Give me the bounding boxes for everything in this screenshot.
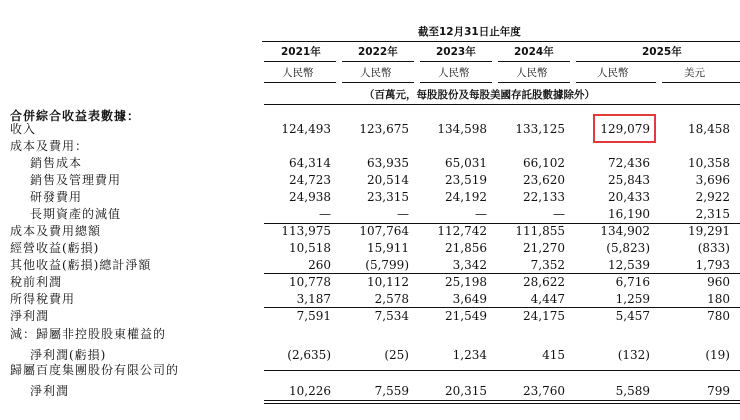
table-cell: 3,696 (695, 173, 730, 187)
currency-2021: 人民幣 (282, 67, 314, 79)
table-cell: 134,902 (600, 224, 650, 238)
table-cell: 960 (707, 275, 730, 289)
table-cell: 25,198 (445, 275, 487, 289)
row-label: 成本及費用： (10, 139, 89, 153)
row-label: 經營收益(虧損) (10, 241, 100, 255)
table-cell: 10,778 (289, 275, 331, 289)
currency-2022: 人民幣 (360, 67, 392, 79)
table-cell: 21,549 (445, 309, 487, 323)
table-cell: 24,938 (289, 190, 331, 204)
currency-2024: 人民幣 (516, 67, 548, 79)
row-label: 銷售及管理費用 (30, 173, 122, 187)
row-label: 研發費用 (30, 190, 83, 204)
row-label: 長期資產的減值 (30, 207, 122, 221)
table-cell: 2,315 (695, 207, 730, 221)
year-rule-2024 (498, 61, 570, 62)
table-cell: 260 (308, 258, 331, 272)
table-cell: 1,259 (615, 292, 650, 306)
table-cell: 23,620 (523, 173, 565, 187)
row-label: 淨利潤 (30, 384, 70, 398)
year-rule-2025 (576, 61, 740, 62)
cur-rule-2025-rmb (576, 82, 656, 83)
table-cell: — (553, 207, 565, 221)
table-cell: 15,911 (367, 241, 409, 255)
currency-2025-usd: 美元 (684, 67, 705, 79)
row-label: 成本及費用總額 (10, 224, 102, 238)
row-label: 其他收益(虧損)總計淨額 (10, 258, 152, 272)
table-cell: 10,358 (688, 156, 730, 170)
table-cell: 112,742 (437, 224, 487, 238)
row-label: 稅前利潤 (10, 275, 63, 289)
table-cell: 24,723 (289, 173, 331, 187)
table-cell: 66,102 (523, 156, 565, 170)
cur-rule-2021 (264, 82, 336, 83)
table-cell: 129,079 (600, 122, 650, 136)
table-cell: 23,760 (523, 384, 565, 398)
row-label: 淨利潤(虧損) (30, 348, 107, 362)
table-cell: 65,031 (445, 156, 487, 170)
table-cell: — (319, 207, 331, 221)
table-cell: 23,519 (445, 173, 487, 187)
table-cell: 133,125 (515, 122, 565, 136)
table-cell: 780 (707, 309, 730, 323)
table-cell: 415 (542, 348, 565, 362)
year-2023: 2023年 (436, 46, 476, 58)
table-cell: 799 (707, 384, 730, 398)
table-cell: 2,578 (374, 292, 409, 306)
table-cell: 21,270 (523, 241, 565, 255)
cur-rule-2022 (342, 82, 414, 83)
table-cell: (5,799) (365, 258, 409, 272)
year-2024: 2024年 (514, 46, 554, 58)
table-cell: 113,975 (281, 224, 331, 238)
table-cell: 23,315 (367, 190, 409, 204)
table-cell: 72,436 (608, 156, 650, 170)
table-cell: (25) (384, 348, 409, 362)
table-cell: 10,112 (367, 275, 409, 289)
rule-after-nci (264, 370, 740, 371)
table-cell: 10,518 (289, 241, 331, 255)
table-cell: 111,855 (515, 224, 565, 238)
header-rule (262, 41, 740, 42)
row-label: 歸屬百度集團股份有限公司的 (10, 363, 180, 377)
table-cell: 22,133 (523, 190, 565, 204)
table-cell: 24,192 (445, 190, 487, 204)
row-label: 銷售成本 (30, 156, 83, 170)
table-cell: 1,793 (695, 258, 730, 272)
double-rule-top (264, 400, 740, 401)
table-cell: 18,458 (688, 122, 730, 136)
rule-after-tax (264, 307, 740, 308)
year-rule-2023 (420, 61, 492, 62)
table-cell: (5,823) (606, 241, 650, 255)
table-cell: 20,315 (445, 384, 487, 398)
table-cell: 25,843 (608, 173, 650, 187)
table-cell: 7,352 (530, 258, 565, 272)
cur-rule-2023 (420, 82, 492, 83)
table-cell: — (397, 207, 409, 221)
table-cell: (2,635) (287, 348, 331, 362)
table-cell: 123,675 (359, 122, 409, 136)
cur-rule-2025-usd (662, 82, 740, 83)
cur-rule-2024 (498, 82, 570, 83)
table-cell: 3,649 (452, 292, 487, 306)
table-cell: 5,589 (615, 384, 650, 398)
section-title: 合併綜合收益表數據： (10, 109, 141, 123)
row-label: 減：歸屬非控股股東權益的 (10, 327, 167, 341)
year-rule-2022 (342, 61, 414, 62)
table-cell: 20,433 (608, 190, 650, 204)
table-cell: 1,234 (452, 348, 487, 362)
table-cell: 19,291 (688, 224, 730, 238)
year-rule-2021 (264, 61, 336, 62)
table-cell: 12,539 (608, 258, 650, 272)
table-cell: 7,534 (374, 309, 409, 323)
rule-after-other-income (264, 273, 740, 274)
highlight-box (593, 114, 656, 143)
table-cell: 16,190 (608, 207, 650, 221)
period-title: 截至12月31日止年度 (418, 26, 521, 38)
table-cell: 2,922 (695, 190, 730, 204)
table-cell: 21,856 (445, 241, 487, 255)
year-2021: 2021年 (281, 46, 321, 58)
row-label: 所得稅費用 (10, 292, 76, 306)
table-cell: 4,447 (530, 292, 565, 306)
table-cell: 6,716 (615, 275, 650, 289)
row-label: 淨利潤 (10, 309, 50, 323)
table-cell: (833) (697, 241, 730, 255)
currency-2023: 人民幣 (438, 67, 470, 79)
table-cell: 5,457 (615, 309, 650, 323)
table-cell: 124,493 (281, 122, 331, 136)
table-cell: (132) (617, 348, 650, 362)
row-label: 收入 (10, 122, 37, 136)
table-cell: 180 (707, 292, 730, 306)
double-rule-bottom (264, 403, 740, 404)
table-cell: 3,187 (296, 292, 331, 306)
rule-after-impairment (264, 223, 740, 224)
table-cell: 107,764 (359, 224, 409, 238)
table-cell: 20,514 (367, 173, 409, 187)
table-cell: 7,591 (296, 309, 331, 323)
unit-note: （百萬元，每股股份及每股美國存託股數據除外） (364, 89, 595, 101)
year-2025: 2025年 (642, 46, 682, 58)
table-cell: 3,342 (452, 258, 487, 272)
table-cell: (19) (705, 348, 730, 362)
table-cell: 7,559 (374, 384, 409, 398)
table-cell: 64,314 (289, 156, 331, 170)
table-cell: 134,598 (437, 122, 487, 136)
table-cell: — (475, 207, 487, 221)
table-cell: 28,622 (523, 275, 565, 289)
table-cell: 24,175 (523, 309, 565, 323)
year-2022: 2022年 (358, 46, 398, 58)
unit-rule (264, 104, 740, 105)
currency-2025-rmb: 人民幣 (597, 67, 629, 79)
table-cell: 63,935 (367, 156, 409, 170)
table-cell: 10,226 (289, 384, 331, 398)
